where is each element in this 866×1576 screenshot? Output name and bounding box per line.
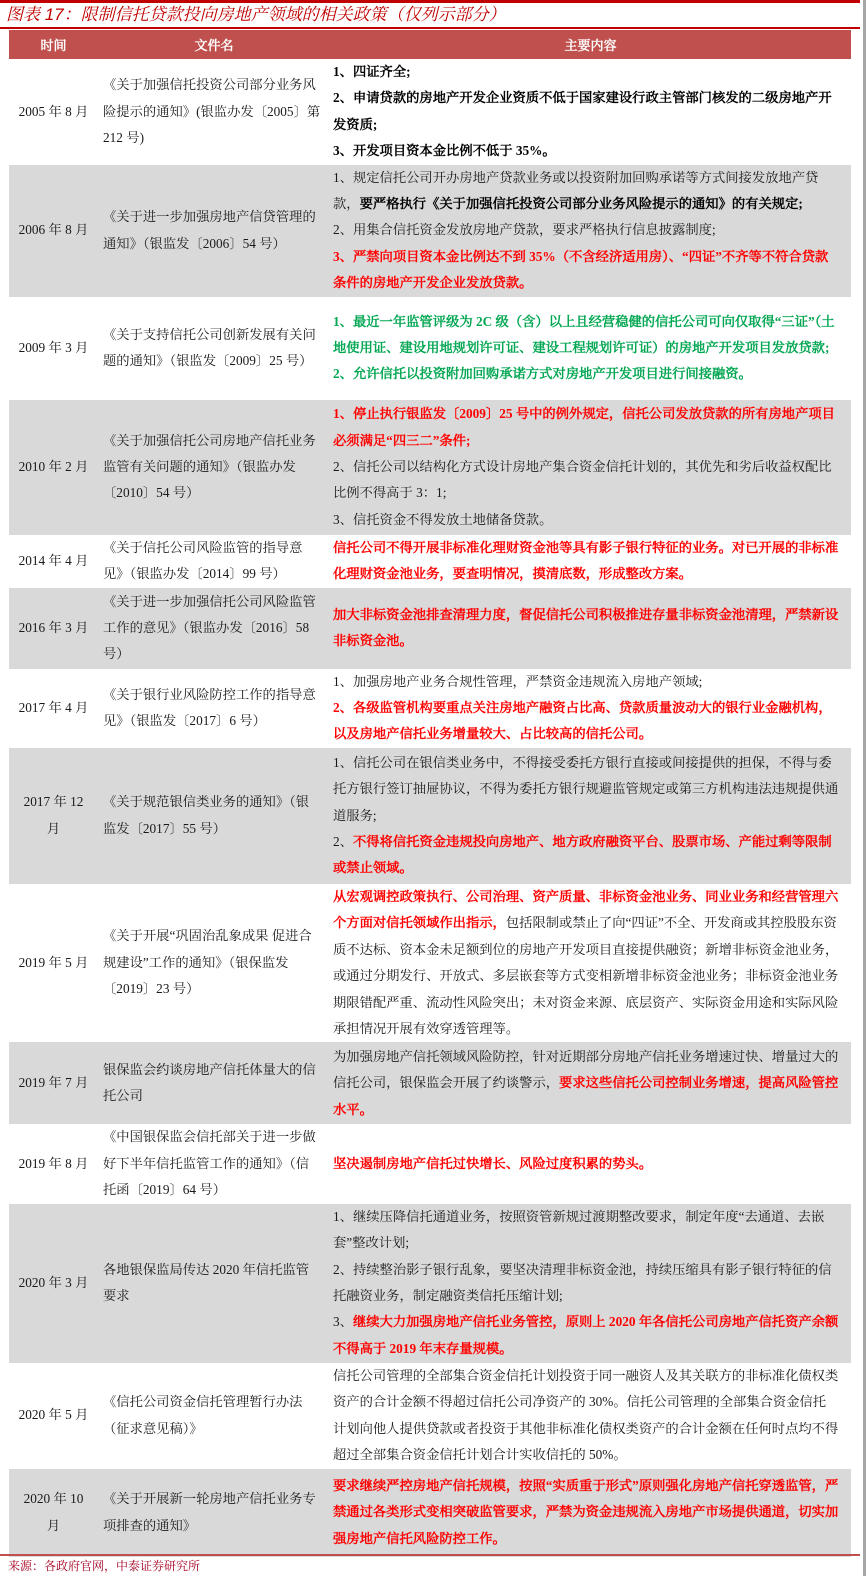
table-row xyxy=(9,1204,851,1363)
content-segment-normal: 1、信托公司在银信类业务中，不得接受委托方银行直接或间接提供的担保，不得与委托方银行签订抽屉协议，不得为委托方银行规避监管规定或第三方机构违法违规提供通道服务; xyxy=(333,754,839,823)
row-time: 2019 年 5 月 xyxy=(18,954,89,970)
row-time: 2009 年 3 月 xyxy=(18,339,89,355)
content-paragraph xyxy=(333,669,839,695)
row-time: 2020 年 10 月 xyxy=(23,1491,84,1533)
content-segment-normal: 2、 xyxy=(333,834,353,850)
table-row xyxy=(9,748,851,884)
content-segment-normal: 为加强房地产信托领域风险防控，针对近期部分房地产信托业务增速过快、增量过大的信托公司，银保监会开展了约谈警示， xyxy=(333,1048,839,1091)
content-segment-red: 不得将信托资金违规投向房地产、地方政府融资平台、股票市场、产能过剩等限制或禁止领域。 xyxy=(333,834,832,876)
content-paragraph xyxy=(333,507,839,533)
row-time: 2017 年 12 月 xyxy=(23,794,84,836)
content-paragraph xyxy=(333,1044,839,1123)
content-segment-red: 2、各级监管机构要重点关注房地产融资占比高、贷款质量波动大的银行业金融机构，以及房地产信托业务增量较大、占比较高的信托公司。 xyxy=(333,700,832,742)
row-time: 2016 年 3 月 xyxy=(18,619,89,635)
content-paragraph xyxy=(333,361,839,387)
row-time: 2010 年 2 月 xyxy=(18,458,89,474)
table-row xyxy=(9,1469,851,1557)
content-paragraph xyxy=(333,602,839,655)
bottom-divider xyxy=(0,1554,860,1556)
content-segment-bold: 要严格执行《关于加强信托投资公司部分业务风险提示的通知》的有关规定; xyxy=(359,196,803,212)
content-paragraph xyxy=(333,138,839,164)
content-segment-normal: 1、继续压降信托通道业务，按照资管新规过渡期整改要求，制定年度“去通道、去嵌套”整改计划; xyxy=(333,1208,825,1251)
row-time: 2006 年 8 月 xyxy=(18,222,89,238)
table-row xyxy=(9,535,851,588)
row-document: 《关于支持信托公司创新发展有关问题的通知》（银监发〔2009〕25 号） xyxy=(103,326,316,369)
row-document: 《关于开展新一轮房地产信托业务专项排查的通知》 xyxy=(103,1491,316,1533)
row-content xyxy=(330,1363,851,1469)
row-content xyxy=(330,59,851,165)
table-row xyxy=(9,297,851,400)
content-paragraph xyxy=(333,309,839,362)
title-divider xyxy=(0,27,860,29)
row-document: 《关于加强信托投资公司部分业务风险提示的通知》(银监办发〔2005〕第 212 号) xyxy=(103,77,321,146)
row-content xyxy=(330,400,851,535)
content-segment-red: 信托公司不得开展非标准化理财资金池等具有影子银行特征的业务。对已开展的非标准化理财资金池业务，要查明情况，摸清底数，形成整改方案。 xyxy=(333,539,839,582)
row-document: 《关于进一步加强信托公司风险监管工作的意见》（银监办发〔2016〕58 号） xyxy=(103,593,316,662)
row-time: 2019 年 7 月 xyxy=(18,1075,89,1091)
content-paragraph xyxy=(333,829,839,882)
figure-title: 图表 17：限制信托贷款投向房地产领域的相关政策（仅列示部分） xyxy=(6,5,506,24)
table-row xyxy=(9,400,851,535)
row-document: 《信托公司资金信托管理暂行办法（征求意见稿）》 xyxy=(103,1394,303,1436)
content-segment-bold: 3、开发项目资本金比例不低于 35%。 xyxy=(333,143,556,159)
row-document: 《关于银行业风险防控工作的指导意见》（银监发〔2017〕6 号） xyxy=(103,686,316,729)
table-header-row xyxy=(9,30,851,59)
row-document: 《关于规范银信类业务的通知》（银监发〔2017〕55 号） xyxy=(103,794,310,836)
row-time: 2019 年 8 月 xyxy=(18,1155,89,1171)
row-document: 各地银保监局传达 2020 年信托监管要求 xyxy=(103,1261,310,1304)
policy-table xyxy=(9,30,851,1557)
row-time: 2005 年 8 月 xyxy=(18,103,89,119)
header-content: 主要内容 xyxy=(564,38,617,53)
content-paragraph xyxy=(333,454,839,507)
content-segment-normal: 信托公司管理的全部集合资金信托计划投资于同一融资人及其关联方的非标准化债权类资产的合计金额不得超过信托公司净资产的 30%。信托公司管理的全部集合资金信托计划向他人提供贷款或者投资于其他非标准化债权类资产的合计金额在任何时点均不得超过全部集合资金信托计划合计实收信托的 50%。 xyxy=(333,1367,839,1462)
top-rule xyxy=(0,0,860,3)
content-paragraph xyxy=(333,1363,839,1469)
row-time: 2020 年 5 月 xyxy=(18,1407,89,1423)
table-row xyxy=(9,1124,851,1203)
row-document: 《关于加强信托公司房地产信托业务监管有关问题的通知》（银监办发〔2010〕54 号） xyxy=(103,432,316,501)
content-segment-red: 坚决遏制房地产信托过快增长、风险过度积累的势头。 xyxy=(333,1155,653,1171)
row-content xyxy=(330,1124,851,1203)
content-segment-red: 要求这些信托公司控制业务增速，提高风险管控水平。 xyxy=(333,1075,839,1117)
row-document: 《关于信托公司风险监管的指导意见》（银监办发〔2014〕99 号） xyxy=(103,539,303,582)
content-segment-normal: 3、 xyxy=(333,1314,353,1330)
content-paragraph xyxy=(333,1473,839,1552)
content-segment-red: 继续大力加强房地产信托业务管控，原则上 2020 年各信托公司房地产信托资产余额不得高于 2019 年末存量规模。 xyxy=(333,1314,839,1356)
table-row xyxy=(9,1363,851,1469)
content-segment-normal: 2、持续整治影子银行乱象，要坚决清理非标资金池，持续压缩具有影子银行特征的信托融资业务，制定融资类信托压缩计划; xyxy=(333,1261,832,1304)
row-content xyxy=(330,884,851,1042)
content-paragraph xyxy=(333,85,839,138)
row-content xyxy=(330,1042,851,1124)
content-paragraph xyxy=(333,165,839,218)
row-content xyxy=(330,1204,851,1363)
row-time: 2014 年 4 月 xyxy=(18,552,89,568)
content-paragraph xyxy=(333,244,839,297)
content-segment-normal: 3、信托资金不得发放土地储备贷款。 xyxy=(333,511,553,527)
content-segment-normal: 1、加强房地产业务合规性管理，严禁资金违规流入房地产领域; xyxy=(333,673,703,689)
table-row xyxy=(9,165,851,297)
content-paragraph xyxy=(333,884,839,1042)
row-time: 2017 年 4 月 xyxy=(18,700,89,716)
table-row xyxy=(9,669,851,748)
content-paragraph xyxy=(333,1257,839,1310)
content-segment-green: 1、最近一年监管评级为 2C 级（含）以上且经营稳健的信托公司可向仅取得“三证”（土地使用证、建设用地规划许可证、建设工程规划许可证）的房地产开发项目发放贷款; xyxy=(333,313,835,355)
table-row xyxy=(9,884,851,1042)
table-row xyxy=(9,588,851,669)
content-paragraph xyxy=(333,217,839,243)
row-content xyxy=(330,588,851,669)
row-time: 2020 年 3 月 xyxy=(18,1274,89,1290)
row-content xyxy=(330,669,851,748)
row-document: 银保监会约谈房地产信托体量大的信托公司 xyxy=(103,1061,316,1104)
row-content xyxy=(330,1469,851,1557)
source-note: 来源：各政府官网，中泰证券研究所 xyxy=(8,1559,201,1573)
header-time: 时间 xyxy=(40,38,67,53)
content-segment-red: 1、停止执行银监发〔2009〕25 号中的例外规定，信托公司发放贷款的所有房地产项目必须满足“四三二”条件; xyxy=(333,406,835,448)
row-document: 《关于开展“巩固治乱象成果 促进合规建设”工作的通知》（银保监发〔2019〕23 号） xyxy=(103,928,312,997)
content-segment-normal: 1、规定信托公司开办房地产贷款业务或以投资附加回购承诺等方式间接发放地产贷款， xyxy=(333,169,819,212)
content-paragraph xyxy=(333,1204,839,1257)
content-segment-normal: 2、信托公司以结构化方式设计房地产集合资金信托计划的，其优先和劣后收益权配比比例不得高于 3：1; xyxy=(333,458,832,501)
content-segment-red: 从宏观调控政策执行、公司治理、资产质量、非标资金池业务、同业业务和经营管理六个方面对信托领域作出指示， xyxy=(333,888,839,931)
row-document: 《中国银保监会信托部关于进一步做好下半年信托监管工作的通知》（信托函〔2019〕64 号） xyxy=(103,1129,316,1198)
content-paragraph xyxy=(333,1309,839,1362)
content-paragraph xyxy=(333,695,839,748)
content-segment-normal: 2、用集合信托资金发放房地产贷款，要求严格执行信息披露制度; xyxy=(333,222,716,238)
content-segment-red: 3、严禁向项目资本金比例达不到 35%（不含经济适用房）、“四证”不齐等不符合贷款条件的房地产开发企业发放贷款。 xyxy=(333,248,829,291)
content-paragraph xyxy=(333,750,839,829)
content-segment-red: 加大非标资金池排查清理力度，督促信托公司积极推进存量非标资金池清理，严禁新设非标资金池。 xyxy=(333,606,839,649)
row-document: 《关于进一步加强房地产信贷管理的通知》（银监发〔2006〕54 号） xyxy=(103,209,316,251)
content-segment-normal: 包括限制或禁止了向“四证”不全、开发商或其控股股东资质不达标、资本金未足额到位的房地产开发项目直接提供融资；新增非标资金池业务，或通过分期发行、开放式、多层嵌套等方式变相新增非标资金池业务；非标资金池业务期限错配严重、流动性风险突出；未对资金来源、底层资产、实际资金用途和实际风险承担情况开展有效穿透管理等。 xyxy=(333,915,839,1036)
content-paragraph xyxy=(333,401,839,454)
row-content xyxy=(330,535,851,588)
content-paragraph xyxy=(333,59,839,85)
row-content xyxy=(330,165,851,297)
table-row xyxy=(9,59,851,165)
content-segment-green: 2、允许信托以投资附加回购承诺方式对房地产开发项目进行间接融资。 xyxy=(333,366,752,382)
content-paragraph xyxy=(333,1151,839,1177)
header-document: 文件名 xyxy=(194,38,234,53)
content-segment-bold: 1、四证齐全; xyxy=(333,64,411,79)
row-content xyxy=(330,297,851,400)
row-content xyxy=(330,748,851,884)
content-segment-red: 要求继续严控房地产信托规模，按照“实质重于形式”原则强化房地产信托穿透监管，严禁通过各类形式变相突破监管要求，严禁为资金违规流入房地产市场提供通道，切实加强房地产信托风险防控工作。 xyxy=(333,1477,839,1546)
table-row xyxy=(9,1042,851,1124)
content-segment-bold: 2、申请贷款的房地产开发企业资质不低于国家建设行政主管部门核发的二级房地产开发资质; xyxy=(333,90,832,132)
content-paragraph xyxy=(333,535,839,588)
